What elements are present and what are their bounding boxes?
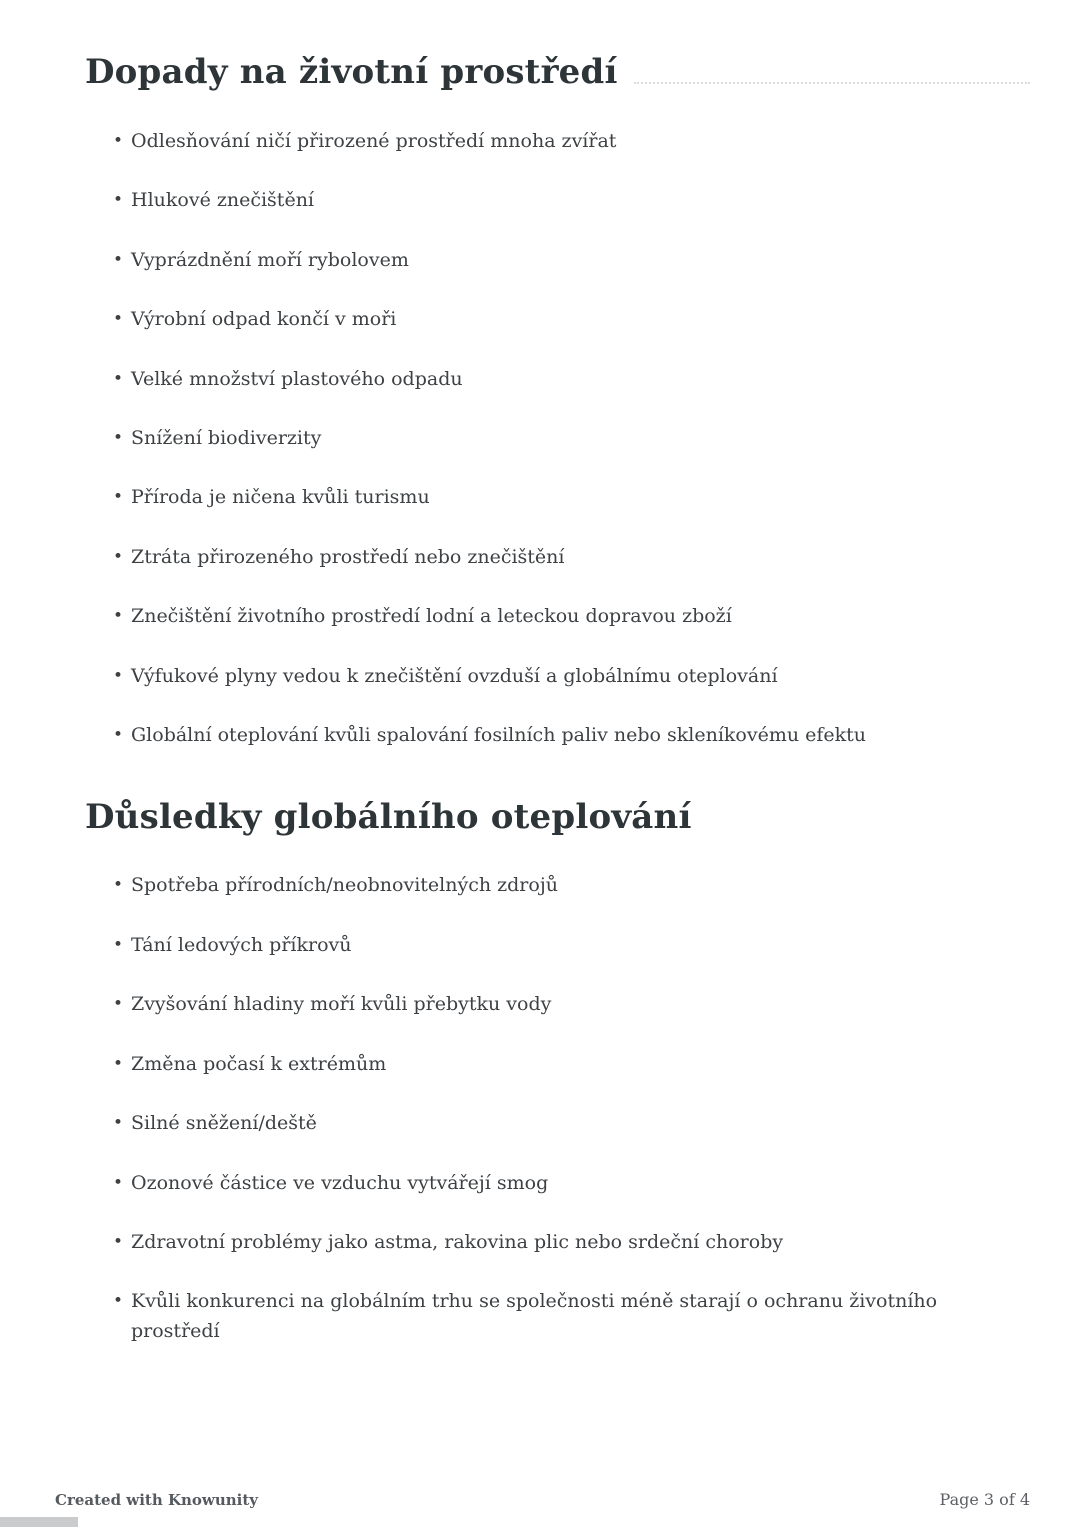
bullet-icon: • (113, 606, 124, 627)
section-heading-row (85, 797, 1030, 838)
section-global-warming-consequences (85, 797, 1030, 1347)
bullet-icon: • (113, 368, 124, 389)
bullet-icon: • (113, 1172, 124, 1193)
list-item (113, 721, 1030, 750)
bullet-icon: • (113, 130, 124, 151)
bullet-icon: • (113, 487, 124, 508)
list-item (113, 186, 1030, 215)
list-item (113, 127, 1030, 156)
bullet-text: Výrobní odpad končí v moři (131, 308, 397, 331)
bullet-icon: • (113, 1232, 124, 1253)
bullet-text: Vyprázdnění moří rybolovem (131, 248, 409, 271)
bullet-icon: • (113, 190, 124, 211)
list-item (113, 1228, 1030, 1257)
bullet-list (113, 127, 1030, 751)
bullet-icon: • (113, 546, 124, 567)
list-item (113, 662, 1030, 691)
list-item (113, 483, 1030, 512)
bullet-icon: • (113, 309, 124, 330)
bullet-text: Příroda je ničena kvůli turismu (131, 486, 430, 509)
bullet-icon: • (113, 665, 124, 686)
list-item (113, 365, 1030, 394)
bullet-text: Výfukové plyny vedou k znečištění ovzduší a globálnímu oteplování (131, 664, 778, 687)
bullet-text: Znečištění životního prostředí lodní a leteckou dopravou zboží (131, 605, 732, 628)
page-footer (0, 1490, 1080, 1509)
page-number: Page 3 of 4 (939, 1490, 1030, 1509)
bullet-text: Snížení biodiverzity (131, 426, 322, 449)
bullet-text: Tání ledových příkrovů (131, 933, 352, 956)
list-item (113, 871, 1030, 900)
list-item (113, 246, 1030, 275)
dotted-rule (634, 82, 1030, 84)
list-item (113, 305, 1030, 334)
bullet-text: Zvyšování hladiny moří kvůli přebytku vody (131, 993, 552, 1016)
bullet-text: Velké množství plastového odpadu (131, 367, 463, 390)
bullet-text: Silné sněžení/deště (131, 1112, 317, 1135)
bullet-icon: • (113, 875, 124, 896)
bullet-text: Ztráta přirozeného prostředí nebo znečištění (131, 545, 565, 568)
page-edge-artifact (0, 1517, 78, 1527)
bullet-list (113, 871, 1030, 1346)
list-item (113, 543, 1030, 572)
section-title: Důsledky globálního oteplování (85, 796, 692, 837)
list-item (113, 424, 1030, 453)
bullet-icon: • (113, 427, 124, 448)
list-item (113, 1287, 1030, 1346)
list-item (113, 990, 1030, 1019)
section-environmental-impacts (85, 52, 1030, 751)
bullet-icon: • (113, 249, 124, 270)
bullet-text: Zdravotní problémy jako astma, rakovina plic nebo srdeční choroby (131, 1231, 784, 1254)
bullet-text: Spotřeba přírodních/neobnovitelných zdrojů (131, 874, 558, 897)
bullet-icon: • (113, 934, 124, 955)
page-title: Dopady na životní prostředí (85, 52, 618, 92)
bullet-text: Odlesňování ničí přirozené prostředí mnoha zvířat (131, 129, 617, 152)
footer-branding: Created with Knowunity (55, 1491, 258, 1509)
bullet-icon: • (113, 1291, 124, 1312)
section-heading-row (85, 52, 1030, 93)
bullet-icon: • (113, 1113, 124, 1134)
list-item (113, 1169, 1030, 1198)
bullet-icon: • (113, 994, 124, 1015)
bullet-icon: • (113, 1053, 124, 1074)
bullet-text: Hlukové znečištění (131, 189, 315, 212)
list-item (113, 602, 1030, 631)
list-item (113, 931, 1030, 960)
bullet-text: Ozonové částice ve vzduchu vytvářejí smog (131, 1171, 549, 1194)
bullet-text: Změna počasí k extrémům (131, 1052, 387, 1075)
bullet-text: Globální oteplování kvůli spalování fosilních paliv nebo skleníkovému efektu (131, 724, 867, 747)
list-item (113, 1109, 1030, 1138)
bullet-icon: • (113, 725, 124, 746)
bullet-text: Kvůli konkurenci na globálním trhu se společnosti méně starají o ochranu životního prostředí (131, 1290, 938, 1342)
list-item (113, 1050, 1030, 1079)
